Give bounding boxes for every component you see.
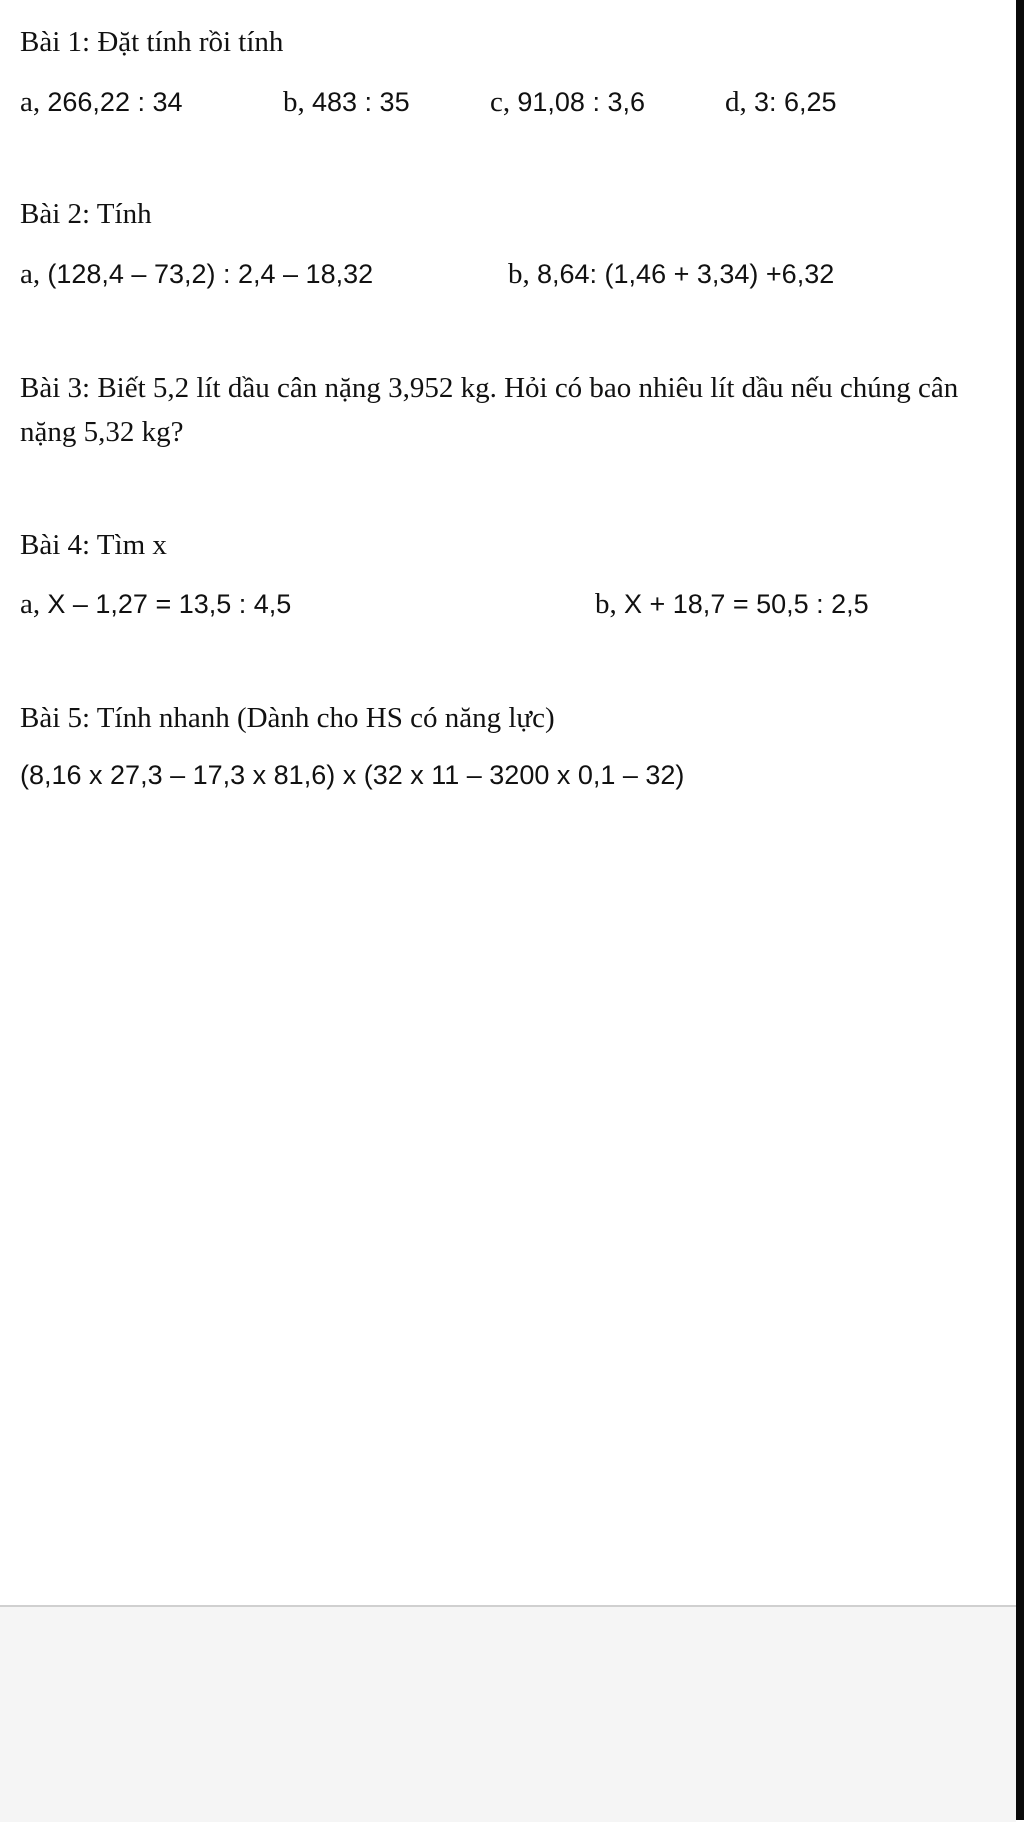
exercise-1-item-a xyxy=(20,88,183,117)
exercise-4-title: Bài 4: Tìm x xyxy=(20,529,167,561)
item-prefix: b, xyxy=(508,258,537,290)
item-prefix: a, xyxy=(20,86,48,118)
exercise-5-title: Bài 5: Tính nhanh (Dành cho HS có năng lực) xyxy=(20,702,555,734)
exercise-3-text: Bài 3: Biết 5,2 lít dầu cân nặng 3,952 kg. Hỏi có bao nhiêu lít dầu nếu chúng cân nặng 5,32 kg? xyxy=(20,372,959,448)
exercise-1-item-d xyxy=(725,88,837,117)
item-expression: 266,22 : 34 xyxy=(47,87,183,117)
exercise-1-item-c xyxy=(490,88,645,117)
exercise-4-item-a xyxy=(20,590,291,619)
item-expression: X + 18,7 = 50,5 : 2,5 xyxy=(624,589,869,619)
item-expression: 91,08 : 3,6 xyxy=(517,87,645,117)
exercise-2-title: Bài 2: Tính xyxy=(20,198,152,230)
exercise-2-item-a xyxy=(20,260,373,289)
item-expression: 3: 6,25 xyxy=(754,87,837,117)
exercise-1-item-b xyxy=(283,88,410,117)
exercise-1-title: Bài 1: Đặt tính rồi tính xyxy=(20,26,284,58)
item-expression: X – 1,27 = 13,5 : 4,5 xyxy=(47,589,292,619)
right-edge-bar xyxy=(1016,0,1024,1820)
item-expression: (128,4 – 73,2) : 2,4 – 18,32 xyxy=(47,259,374,289)
exercise-2-item-b xyxy=(508,260,834,289)
item-expression: 483 : 35 xyxy=(312,87,410,117)
exercise-4-item-b xyxy=(595,590,869,619)
item-prefix: d, xyxy=(725,86,754,118)
item-expression: 8,64: (1,46 + 3,34) +6,32 xyxy=(537,259,835,289)
item-prefix: c, xyxy=(490,86,518,118)
item-prefix: b, xyxy=(595,588,624,620)
item-prefix: a, xyxy=(20,588,48,620)
bottom-panel xyxy=(0,1605,1016,1822)
item-prefix: a, xyxy=(20,258,48,290)
exercise-5-expression: (8,16 x 27,3 – 17,3 x 81,6) x (32 x 11 – 3200 x 0,1 – 32) xyxy=(20,760,685,790)
item-prefix: b, xyxy=(283,86,312,118)
